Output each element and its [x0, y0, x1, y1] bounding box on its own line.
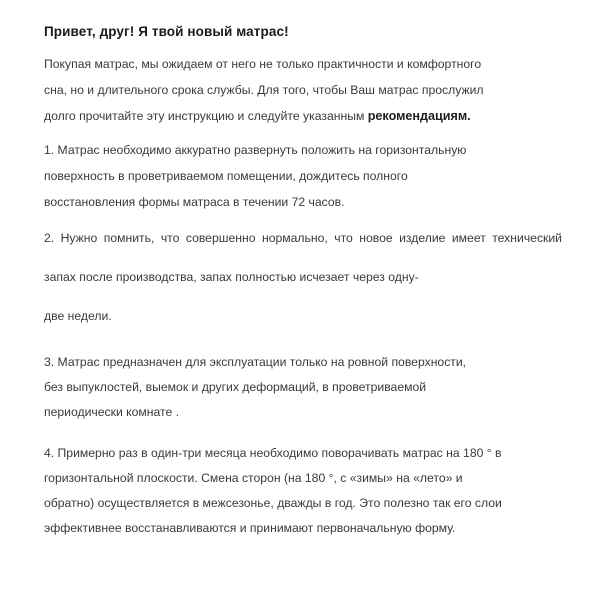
instruction-item-2-body: 2. Нужно помнить, что совершенно нормально, что новое изделие имеет технический запах после производства, запах полностью исчезает через одну-: [44, 231, 562, 284]
intro-paragraph: [44, 51, 496, 129]
instruction-item-4: 4. Примерно раз в один-три месяца необходимо поворачивать матрас на 180 ° в горизонтальной плоскости. Смена сторон (на 180 °, с «зимы» на «лето» и обратно) осуществляется в межсезонье, дважды в год. Это полезно так его слои эффективнее восстанавливаются и принимают первоначальную форму.: [44, 446, 502, 535]
instruction-item-2: [44, 219, 562, 336]
page-title: Привет, друг! Я твой новый матрас!: [44, 24, 289, 39]
intro-text: Покупая матрас, мы ожидаем от него не только практичности и комфортного сна, но и длительного срока службы. Для того, чтобы Ваш матрас прослужил долго прочитайте эту инструкцию и следуйте указанным: [44, 57, 484, 123]
instruction-item-3: 3. Матрас предназначен для эксплуатации только на ровной поверхности, без выпуклостей, выемок и других деформаций, в проветриваемой периодически комнате .: [44, 355, 467, 419]
instruction-item-2-tail: две недели.: [44, 309, 112, 323]
instruction-item-1: 1. Матрас необходимо аккуратно развернуть положить на горизонтальную поверхность в проветриваемом помещении, дождитесь полного восстановления формы матраса в течении 72 часов.: [44, 143, 467, 209]
intro-emphasis: рекомендациям.: [367, 109, 471, 123]
